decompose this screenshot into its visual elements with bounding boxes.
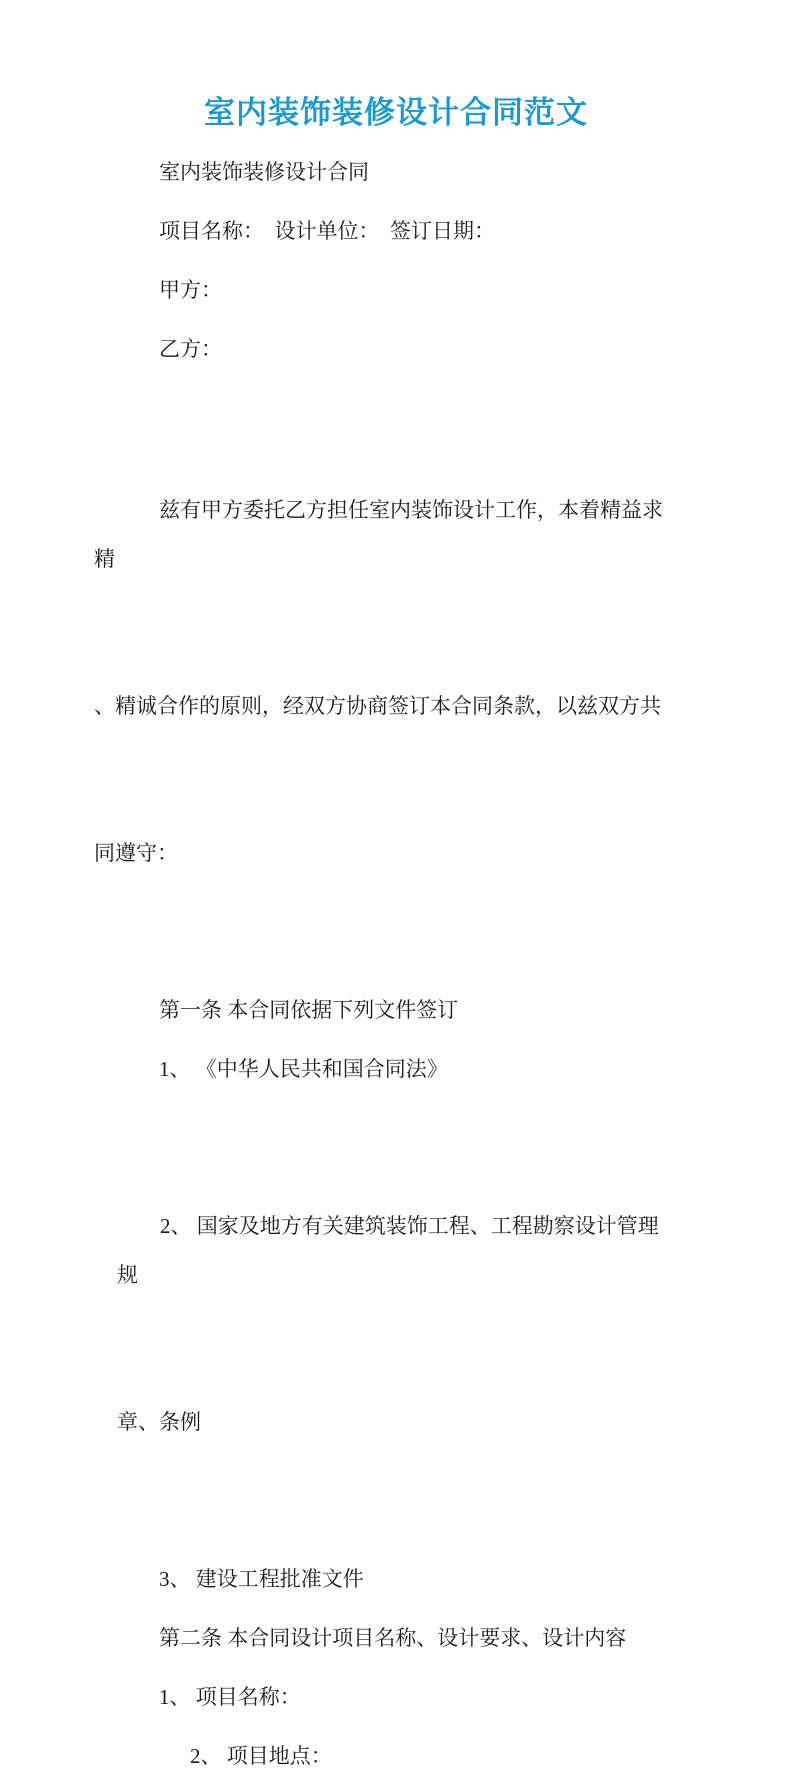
- preamble-line-1: 兹有甲方委托乙方担任室内装饰设计工作，本着精益求精: [94, 498, 663, 571]
- clause1-item-2-line-1: 2、 国家及地方有关建筑装饰工程、工程勘察设计管理规: [117, 1214, 659, 1287]
- clause1-item-1: 1、 《中华人民共和国合同法》: [159, 1057, 448, 1081]
- preamble-line-2: 、精诚合作的原则，经双方协商签订本合同条款，以兹双方共: [94, 694, 661, 718]
- clause1-item-2: [117, 1104, 672, 1545]
- meta-line: 项目名称： 设计单位： 签订日期：: [159, 219, 495, 243]
- party-a-line: 甲方：: [159, 278, 222, 302]
- clause1-item-3: 3、 建设工程批准文件: [159, 1567, 364, 1591]
- clause1-item-2-line-2: 章、条例: [117, 1410, 201, 1434]
- preamble-paragraph: [94, 388, 672, 976]
- subtitle-line: 室内装饰装修设计合同: [159, 160, 369, 184]
- clause1-heading: 第一条 本合同依据下列文件签订: [159, 998, 459, 1022]
- party-b-line: 乙方：: [159, 337, 222, 361]
- preamble-line-3: 同遵守：: [94, 841, 178, 865]
- clause2-item-2: 2、 项目地点：: [190, 1744, 332, 1768]
- document-title: 室内装饰装修设计合同范文: [204, 95, 588, 130]
- clause2-heading: 第二条 本合同设计项目名称、设计要求、设计内容: [159, 1626, 627, 1650]
- clause2-item-1: 1、 项目名称：: [159, 1685, 301, 1709]
